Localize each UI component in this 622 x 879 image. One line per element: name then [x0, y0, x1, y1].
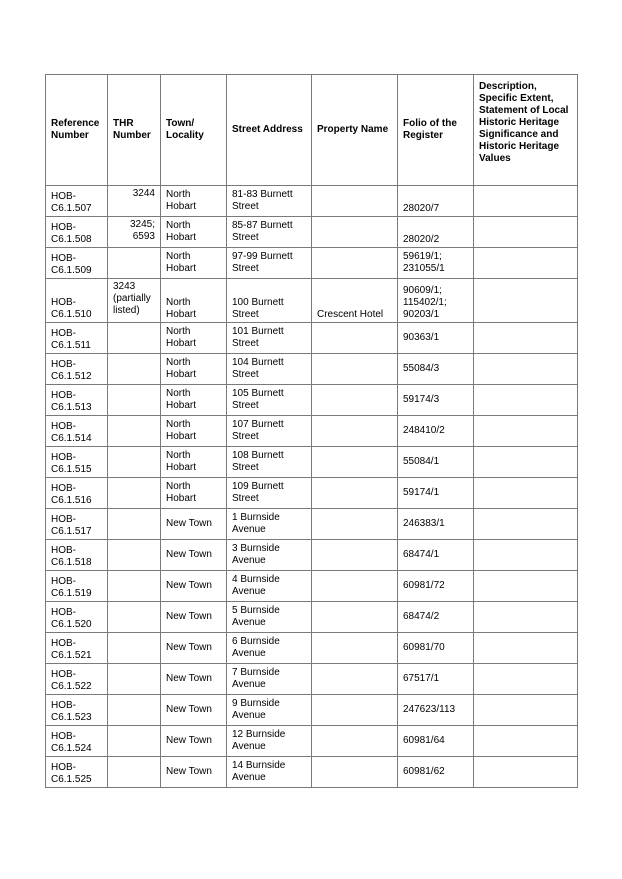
description-cell — [474, 664, 578, 695]
property-name-cell — [312, 726, 398, 757]
table-row — [46, 478, 578, 509]
property-name-cell — [312, 248, 398, 279]
street-cell: 12 Burnside Avenue — [227, 726, 312, 757]
town-cell: North Hobart — [161, 354, 227, 385]
street-cell: 1 Burnside Avenue — [227, 509, 312, 540]
table-row — [46, 447, 578, 478]
description-cell — [474, 509, 578, 540]
property-name-cell — [312, 509, 398, 540]
description-cell — [474, 571, 578, 602]
table-row — [46, 695, 578, 726]
town-cell: North Hobart — [161, 385, 227, 416]
thr-cell — [108, 602, 161, 633]
table-row — [46, 726, 578, 757]
folio-cell: 67517/1 — [398, 664, 474, 695]
property-name-cell — [312, 354, 398, 385]
reference-cell: HOB-C6.1.510 — [46, 279, 108, 323]
street-cell: 81-83 Burnett Street — [227, 186, 312, 217]
property-name-cell — [312, 416, 398, 447]
folio-cell: 90363/1 — [398, 323, 474, 354]
property-name-cell — [312, 323, 398, 354]
thr-cell — [108, 416, 161, 447]
thr-cell: 3243 (partially listed) — [108, 279, 161, 323]
thr-cell — [108, 509, 161, 540]
town-cell: New Town — [161, 540, 227, 571]
property-name-cell — [312, 664, 398, 695]
property-name-cell: Crescent Hotel — [312, 279, 398, 323]
town-cell: New Town — [161, 757, 227, 788]
town-cell: North Hobart — [161, 279, 227, 323]
street-cell: 7 Burnside Avenue — [227, 664, 312, 695]
property-name-cell — [312, 602, 398, 633]
property-name-cell — [312, 385, 398, 416]
town-cell: New Town — [161, 602, 227, 633]
thr-cell — [108, 726, 161, 757]
reference-cell: HOB-C6.1.507 — [46, 186, 108, 217]
thr-cell — [108, 695, 161, 726]
table-row — [46, 323, 578, 354]
folio-cell: 60981/72 — [398, 571, 474, 602]
reference-cell: HOB-C6.1.508 — [46, 217, 108, 248]
street-cell: 109 Burnett Street — [227, 478, 312, 509]
folio-cell: 246383/1 — [398, 509, 474, 540]
reference-cell: HOB-C6.1.512 — [46, 354, 108, 385]
table-row — [46, 509, 578, 540]
street-cell: 104 Burnett Street — [227, 354, 312, 385]
header-property-name: Property Name — [312, 75, 398, 186]
table-row — [46, 385, 578, 416]
reference-cell: HOB-C6.1.513 — [46, 385, 108, 416]
town-cell: New Town — [161, 726, 227, 757]
description-cell — [474, 726, 578, 757]
property-name-cell — [312, 186, 398, 217]
description-cell — [474, 385, 578, 416]
street-cell: 14 Burnside Avenue — [227, 757, 312, 788]
description-cell — [474, 354, 578, 385]
table-row — [46, 633, 578, 664]
description-cell — [474, 279, 578, 323]
town-cell: New Town — [161, 695, 227, 726]
property-name-cell — [312, 447, 398, 478]
street-cell: 85-87 Burnett Street — [227, 217, 312, 248]
street-cell: 100 Burnett Street — [227, 279, 312, 323]
description-cell — [474, 478, 578, 509]
reference-cell: HOB-C6.1.511 — [46, 323, 108, 354]
property-name-cell — [312, 217, 398, 248]
town-cell: New Town — [161, 633, 227, 664]
town-cell: North Hobart — [161, 323, 227, 354]
description-cell — [474, 416, 578, 447]
folio-cell: 59174/1 — [398, 478, 474, 509]
folio-cell: 68474/1 — [398, 540, 474, 571]
reference-cell: HOB-C6.1.524 — [46, 726, 108, 757]
town-cell: North Hobart — [161, 186, 227, 217]
reference-cell: HOB-C6.1.522 — [46, 664, 108, 695]
thr-cell — [108, 354, 161, 385]
reference-cell: HOB-C6.1.517 — [46, 509, 108, 540]
folio-cell: 68474/2 — [398, 602, 474, 633]
heritage-register-table — [45, 74, 578, 788]
reference-cell: HOB-C6.1.520 — [46, 602, 108, 633]
thr-cell — [108, 478, 161, 509]
property-name-cell — [312, 757, 398, 788]
reference-cell: HOB-C6.1.509 — [46, 248, 108, 279]
street-cell: 97-99 Burnett Street — [227, 248, 312, 279]
street-cell: 101 Burnett Street — [227, 323, 312, 354]
description-cell — [474, 248, 578, 279]
table-row — [46, 664, 578, 695]
header-row — [46, 75, 578, 186]
description-cell — [474, 447, 578, 478]
folio-cell: 248410/2 — [398, 416, 474, 447]
reference-cell: HOB-C6.1.514 — [46, 416, 108, 447]
town-cell: North Hobart — [161, 416, 227, 447]
thr-cell — [108, 385, 161, 416]
table-row — [46, 354, 578, 385]
street-cell: 4 Burnside Avenue — [227, 571, 312, 602]
street-cell: 3 Burnside Avenue — [227, 540, 312, 571]
description-cell — [474, 217, 578, 248]
header-street-address: Street Address — [227, 75, 312, 186]
thr-cell — [108, 633, 161, 664]
town-cell: New Town — [161, 509, 227, 540]
street-cell: 107 Burnett Street — [227, 416, 312, 447]
folio-cell: 60981/70 — [398, 633, 474, 664]
town-cell: North Hobart — [161, 217, 227, 248]
reference-cell: HOB-C6.1.516 — [46, 478, 108, 509]
reference-cell: HOB-C6.1.518 — [46, 540, 108, 571]
folio-cell: 247623/113 — [398, 695, 474, 726]
town-cell: North Hobart — [161, 478, 227, 509]
street-cell: 6 Burnside Avenue — [227, 633, 312, 664]
table-row — [46, 217, 578, 248]
folio-cell: 60981/62 — [398, 757, 474, 788]
folio-cell: 28020/7 — [398, 186, 474, 217]
thr-cell — [108, 571, 161, 602]
thr-cell — [108, 664, 161, 695]
description-cell — [474, 695, 578, 726]
description-cell — [474, 602, 578, 633]
table-row — [46, 186, 578, 217]
street-cell: 105 Burnett Street — [227, 385, 312, 416]
reference-cell: HOB-C6.1.519 — [46, 571, 108, 602]
property-name-cell — [312, 695, 398, 726]
table-row — [46, 757, 578, 788]
description-cell — [474, 540, 578, 571]
folio-cell: 60981/64 — [398, 726, 474, 757]
street-cell: 9 Burnside Avenue — [227, 695, 312, 726]
folio-cell: 90609/1; 115402/1; 90203/1 — [398, 279, 474, 323]
header-reference-number: Reference Number — [46, 75, 108, 186]
street-cell: 108 Burnett Street — [227, 447, 312, 478]
reference-cell: HOB-C6.1.523 — [46, 695, 108, 726]
property-name-cell — [312, 540, 398, 571]
table-row — [46, 279, 578, 323]
town-cell: North Hobart — [161, 248, 227, 279]
reference-cell: HOB-C6.1.525 — [46, 757, 108, 788]
thr-cell — [108, 447, 161, 478]
description-cell — [474, 757, 578, 788]
header-description: Description, Specific Extent, Statement of Local Historic Heritage Significance and Historic Heritage Values — [474, 75, 578, 186]
table-row — [46, 540, 578, 571]
town-cell: New Town — [161, 571, 227, 602]
thr-cell — [108, 757, 161, 788]
table-row — [46, 248, 578, 279]
table-row — [46, 571, 578, 602]
town-cell: North Hobart — [161, 447, 227, 478]
folio-cell: 59174/3 — [398, 385, 474, 416]
thr-cell — [108, 323, 161, 354]
thr-cell — [108, 540, 161, 571]
header-thr-number: THR Number — [108, 75, 161, 186]
thr-cell — [108, 248, 161, 279]
table-row — [46, 416, 578, 447]
table-row — [46, 602, 578, 633]
header-town-locality: Town/ Locality — [161, 75, 227, 186]
reference-cell: HOB-C6.1.521 — [46, 633, 108, 664]
property-name-cell — [312, 478, 398, 509]
description-cell — [474, 323, 578, 354]
property-name-cell — [312, 571, 398, 602]
folio-cell: 59619/1; 231055/1 — [398, 248, 474, 279]
description-cell — [474, 633, 578, 664]
folio-cell: 55084/1 — [398, 447, 474, 478]
reference-cell: HOB-C6.1.515 — [46, 447, 108, 478]
description-cell — [474, 186, 578, 217]
property-name-cell — [312, 633, 398, 664]
town-cell: New Town — [161, 664, 227, 695]
folio-cell: 55084/3 — [398, 354, 474, 385]
folio-cell: 28020/2 — [398, 217, 474, 248]
street-cell: 5 Burnside Avenue — [227, 602, 312, 633]
thr-cell: 3245; 6593 — [108, 217, 161, 248]
thr-cell: 3244 — [108, 186, 161, 217]
header-folio: Folio of the Register — [398, 75, 474, 186]
